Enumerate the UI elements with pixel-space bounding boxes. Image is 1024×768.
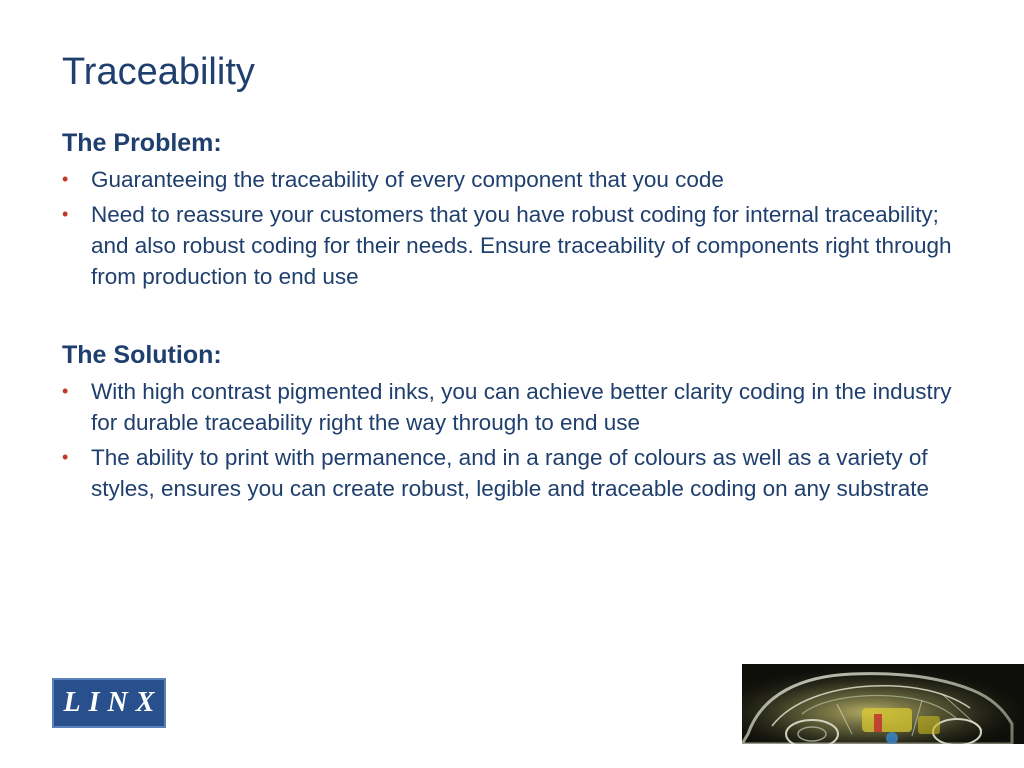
list-item xyxy=(62,442,972,504)
solution-heading: The Solution: xyxy=(62,341,222,369)
problem-section xyxy=(62,128,972,296)
bullet-text: With high contrast pigmented inks, you can achieve better clarity coding in the industry for durable traceability right the way through to end use xyxy=(91,379,952,435)
list-item xyxy=(62,199,972,292)
list-item xyxy=(62,376,972,438)
bullet-text: Need to reassure your customers that you have robust coding for internal traceability; and also robust coding for their needs. Ensure traceability of components right through from production to end use xyxy=(91,202,952,289)
bullet-text: Guaranteeing the traceability of every component that you code xyxy=(91,167,724,192)
problem-bullet-list xyxy=(62,164,972,292)
bullet-text: The ability to print with permanence, and in a range of colours as well as a variety of styles, ensures you can create robust, legible and traceable coding on any substrate xyxy=(91,445,930,501)
bullet-icon: • xyxy=(62,381,69,401)
bullet-icon: • xyxy=(62,204,69,224)
bullet-icon: • xyxy=(62,169,69,189)
car-xray-graphic xyxy=(742,664,1024,744)
problem-heading: The Problem: xyxy=(62,129,222,157)
logo-text: LINX xyxy=(63,687,163,718)
car-xray-image xyxy=(742,664,1024,744)
bullet-icon: • xyxy=(62,447,69,467)
list-item xyxy=(62,164,972,195)
linx-logo xyxy=(52,678,166,728)
solution-bullet-list xyxy=(62,376,972,504)
slide-title: Traceability xyxy=(62,51,255,93)
solution-section xyxy=(62,340,972,508)
